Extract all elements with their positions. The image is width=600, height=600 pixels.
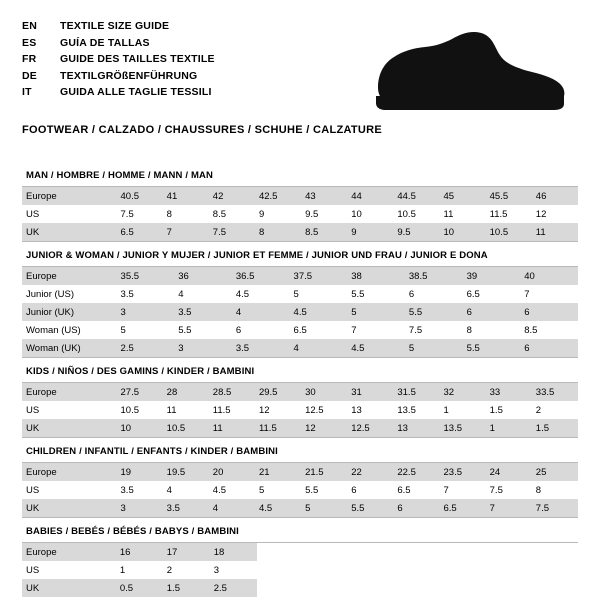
size-cell: 37.5 <box>290 267 348 285</box>
size-cell: 21 <box>255 463 301 481</box>
section-title: JUNIOR & WOMAN / JUNIOR Y MUJER / JUNIOR ET FEMME / JUNIOR UND FRAU / JUNIOR E DONA <box>26 250 488 261</box>
document-header <box>22 18 578 112</box>
size-cell: 7.5 <box>405 321 463 339</box>
table-row <box>22 543 257 561</box>
size-cell: 5.5 <box>174 321 232 339</box>
table-row <box>22 499 578 517</box>
language-title: GUIDE DES TAILLES TEXTILE <box>60 53 215 65</box>
language-title: TEXTILE SIZE GUIDE <box>60 20 170 32</box>
size-cell: 11 <box>163 401 209 419</box>
size-cell: 31.5 <box>393 383 439 401</box>
language-title: TEXTILGRÖßENFÜHRUNG <box>60 69 198 82</box>
size-table <box>22 383 578 437</box>
size-cell: 5 <box>255 481 301 499</box>
size-section <box>22 357 578 437</box>
language-code: IT <box>22 86 32 98</box>
size-section <box>22 136 578 241</box>
language-title: GUÍA DE TALLAS <box>60 36 150 49</box>
size-cell: 6.5 <box>290 321 348 339</box>
size-cell: 8 <box>255 223 301 241</box>
size-cell: 1 <box>486 419 532 437</box>
size-cell: 2 <box>532 401 578 419</box>
language-code: DE <box>22 69 37 82</box>
size-cell: 5.5 <box>463 339 521 357</box>
size-cell: 8 <box>463 321 521 339</box>
row-label: Europe <box>22 383 117 401</box>
size-section <box>22 241 578 357</box>
size-cell: 4 <box>209 499 255 517</box>
size-cell: 16 <box>116 543 163 561</box>
table-row <box>22 463 578 481</box>
size-cell: 9 <box>347 223 393 241</box>
size-cell: 7.5 <box>532 499 578 517</box>
size-cell: 23.5 <box>440 463 486 481</box>
row-label: Europe <box>22 187 117 205</box>
size-table <box>22 267 578 357</box>
size-cell: 40 <box>520 267 578 285</box>
size-cell: 6.5 <box>393 481 439 499</box>
table-row <box>22 205 578 223</box>
size-cell: 19.5 <box>163 463 209 481</box>
size-cell: 11.5 <box>255 419 301 437</box>
size-cell: 3 <box>117 303 175 321</box>
size-cell: 8 <box>163 205 209 223</box>
size-cell: 13 <box>347 401 393 419</box>
size-cell: 5 <box>347 303 405 321</box>
size-cell: 6 <box>463 303 521 321</box>
size-cell: 8.5 <box>209 205 255 223</box>
size-cell: 1 <box>116 561 163 579</box>
size-cell: 7 <box>520 285 578 303</box>
size-cell: 3.5 <box>163 499 209 517</box>
size-cell: 11.5 <box>209 401 255 419</box>
size-cell: 5.5 <box>347 285 405 303</box>
size-cell: 3.5 <box>232 339 290 357</box>
size-cell: 5.5 <box>301 481 347 499</box>
language-title-list <box>22 18 215 101</box>
size-cell: 3 <box>174 339 232 357</box>
size-cell: 9 <box>255 205 301 223</box>
size-cell: 3 <box>117 499 163 517</box>
size-cell: 13.5 <box>440 419 486 437</box>
size-cell: 30 <box>301 383 347 401</box>
category-line: FOOTWEAR / CALZADO / CHAUSSURES / SCHUHE / CALZATURE <box>22 124 383 136</box>
size-cell: 40.5 <box>117 187 163 205</box>
size-cell: 3.5 <box>117 481 163 499</box>
size-cell: 1.5 <box>532 419 578 437</box>
row-label: US <box>22 561 116 579</box>
size-cell: 19 <box>117 463 163 481</box>
row-label: UK <box>22 579 116 597</box>
size-cell: 45.5 <box>486 187 532 205</box>
size-cell: 10 <box>440 223 486 241</box>
size-cell: 11 <box>209 419 255 437</box>
size-cell: 33 <box>486 383 532 401</box>
size-cell: 36 <box>174 267 232 285</box>
size-cell: 7 <box>440 481 486 499</box>
row-label: Junior (US) <box>22 285 117 303</box>
size-cell: 10.5 <box>117 401 163 419</box>
size-cell: 10.5 <box>486 223 532 241</box>
size-cell: 38 <box>347 267 405 285</box>
table-row <box>22 267 578 285</box>
size-cell: 4.5 <box>347 339 405 357</box>
table-row <box>22 383 578 401</box>
size-cell: 11.5 <box>486 205 532 223</box>
size-cell: 12.5 <box>347 419 393 437</box>
size-cell: 6 <box>393 499 439 517</box>
size-cell: 1.5 <box>163 579 210 597</box>
size-cell: 5 <box>301 499 347 517</box>
size-cell: 12 <box>532 205 578 223</box>
size-cell: 9.5 <box>393 223 439 241</box>
table-row <box>22 187 578 205</box>
language-title: GUIDA ALLE TAGLIE TESSILI <box>60 86 212 98</box>
language-code: ES <box>22 36 37 49</box>
size-cell: 5.5 <box>347 499 393 517</box>
table-row <box>22 561 257 579</box>
size-cell: 7.5 <box>209 223 255 241</box>
size-cell: 7 <box>486 499 532 517</box>
size-cell: 6.5 <box>117 223 163 241</box>
size-cell: 12 <box>301 419 347 437</box>
size-cell: 2 <box>163 561 210 579</box>
table-row <box>22 339 578 357</box>
size-cell: 6.5 <box>463 285 521 303</box>
size-cell: 7 <box>163 223 209 241</box>
size-cell: 4 <box>163 481 209 499</box>
size-cell: 1.5 <box>486 401 532 419</box>
size-cell: 11 <box>440 205 486 223</box>
size-cell: 12.5 <box>301 401 347 419</box>
size-cell: 45 <box>440 187 486 205</box>
size-cell: 31 <box>347 383 393 401</box>
size-cell: 28.5 <box>209 383 255 401</box>
size-cell: 4.5 <box>255 499 301 517</box>
size-cell: 6.5 <box>440 499 486 517</box>
language-row <box>22 18 215 35</box>
row-label: US <box>22 481 117 499</box>
size-cell: 44 <box>347 187 393 205</box>
size-cell: 6 <box>520 303 578 321</box>
size-cell: 10.5 <box>163 419 209 437</box>
size-cell: 35.5 <box>117 267 175 285</box>
size-cell: 17 <box>163 543 210 561</box>
table-row <box>22 223 578 241</box>
table-row <box>22 419 578 437</box>
size-cell: 1 <box>440 401 486 419</box>
row-label: UK <box>22 419 117 437</box>
size-cell: 42 <box>209 187 255 205</box>
size-cell: 22 <box>347 463 393 481</box>
size-table <box>22 543 257 597</box>
size-cell: 44.5 <box>393 187 439 205</box>
size-cell: 8.5 <box>520 321 578 339</box>
row-label: UK <box>22 223 117 241</box>
size-section <box>22 437 578 517</box>
size-cell: 6 <box>520 339 578 357</box>
size-cell: 32 <box>440 383 486 401</box>
size-cell: 4 <box>232 303 290 321</box>
size-cell: 38.5 <box>405 267 463 285</box>
size-cell: 7 <box>347 321 405 339</box>
row-label: Woman (UK) <box>22 339 117 357</box>
row-label: US <box>22 205 117 223</box>
language-code: FR <box>22 53 37 65</box>
size-cell: 2.5 <box>117 339 175 357</box>
size-table <box>22 187 578 241</box>
section-title: MAN / HOMBRE / HOMME / MANN / MAN <box>26 170 214 181</box>
table-row <box>22 481 578 499</box>
dress-shoe-silhouette-icon <box>370 30 570 112</box>
size-cell: 36.5 <box>232 267 290 285</box>
table-row <box>22 579 257 597</box>
size-cell: 42.5 <box>255 187 301 205</box>
size-cell: 22.5 <box>393 463 439 481</box>
row-label: Europe <box>22 267 117 285</box>
row-label: US <box>22 401 117 419</box>
size-cell: 33.5 <box>532 383 578 401</box>
size-cell: 20 <box>209 463 255 481</box>
table-row <box>22 285 578 303</box>
size-table <box>22 463 578 517</box>
size-cell: 13.5 <box>393 401 439 419</box>
size-cell: 11 <box>532 223 578 241</box>
row-label: Woman (US) <box>22 321 117 339</box>
size-section <box>22 517 578 597</box>
language-row <box>22 35 215 52</box>
size-cell: 9.5 <box>301 205 347 223</box>
row-label: Europe <box>22 463 117 481</box>
row-label: Junior (UK) <box>22 303 117 321</box>
size-cell: 25 <box>532 463 578 481</box>
size-cell: 39 <box>463 267 521 285</box>
table-row <box>22 321 578 339</box>
section-title: KIDS / NIÑOS / DES GAMINS / KINDER / BAMBINI <box>26 366 255 377</box>
size-cell: 6 <box>347 481 393 499</box>
section-title: BABIES / BEBÉS / BÉBÉS / BABYS / BAMBINI <box>26 526 239 537</box>
size-cell: 41 <box>163 187 209 205</box>
size-cell: 4 <box>174 285 232 303</box>
size-cell: 5 <box>290 285 348 303</box>
size-cell: 2.5 <box>210 579 257 597</box>
size-cell: 24 <box>486 463 532 481</box>
size-cell: 0.5 <box>116 579 163 597</box>
row-label: Europe <box>22 543 116 561</box>
row-label: UK <box>22 499 117 517</box>
size-cell: 43 <box>301 187 347 205</box>
size-cell: 10.5 <box>393 205 439 223</box>
size-cell: 8.5 <box>301 223 347 241</box>
size-cell: 27.5 <box>117 383 163 401</box>
size-cell: 6 <box>232 321 290 339</box>
size-cell: 5 <box>117 321 175 339</box>
size-cell: 4.5 <box>232 285 290 303</box>
size-cell: 7.5 <box>486 481 532 499</box>
size-cell: 21.5 <box>301 463 347 481</box>
size-cell: 4 <box>290 339 348 357</box>
size-cell: 46 <box>532 187 578 205</box>
size-cell: 29.5 <box>255 383 301 401</box>
size-cell: 4.5 <box>209 481 255 499</box>
size-cell: 6 <box>405 285 463 303</box>
size-cell: 3 <box>210 561 257 579</box>
language-row <box>22 68 215 85</box>
size-cell: 5.5 <box>405 303 463 321</box>
language-row <box>22 51 215 68</box>
size-cell: 7.5 <box>117 205 163 223</box>
size-cell: 4.5 <box>290 303 348 321</box>
size-cell: 10 <box>347 205 393 223</box>
size-cell: 28 <box>163 383 209 401</box>
size-tables-container <box>22 136 578 597</box>
language-row <box>22 84 215 101</box>
size-cell: 13 <box>393 419 439 437</box>
size-cell: 3.5 <box>117 285 175 303</box>
size-cell: 8 <box>532 481 578 499</box>
size-cell: 12 <box>255 401 301 419</box>
language-code: EN <box>22 20 37 32</box>
table-row <box>22 303 578 321</box>
size-cell: 18 <box>210 543 257 561</box>
size-cell: 5 <box>405 339 463 357</box>
section-title: CHILDREN / INFANTIL / ENFANTS / KINDER / BAMBINI <box>26 446 278 457</box>
size-cell: 10 <box>117 419 163 437</box>
table-row <box>22 401 578 419</box>
size-cell: 3.5 <box>174 303 232 321</box>
